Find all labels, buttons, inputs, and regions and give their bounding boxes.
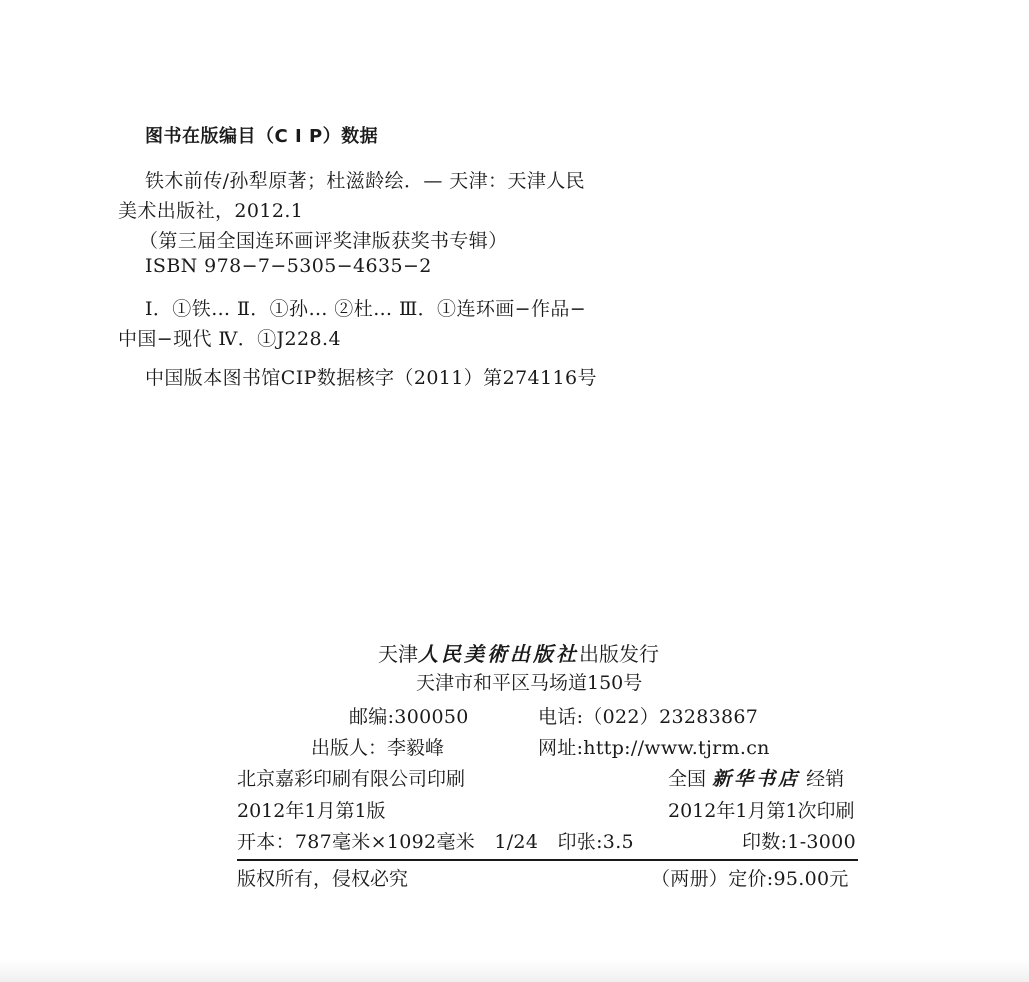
phone: 电话:（022）23283867 — [538, 706, 759, 728]
cip-line-title: 铁木前传/孙犁原著；杜滋龄绘．— 天津：天津人民 — [145, 170, 586, 192]
distributor-prefix: 全国 — [668, 768, 707, 790]
copyright-notice: 版权所有，侵权必究 — [237, 868, 409, 890]
distributor — [668, 764, 844, 791]
distributor-logo: 新华书店 — [712, 768, 801, 790]
divider-rule — [237, 859, 858, 861]
printer: 北京嘉彩印刷有限公司印刷 — [237, 768, 466, 790]
cip-heading: 图书在版编目（C I P）数据 — [145, 126, 379, 147]
publisher-prefix: 天津 — [378, 642, 418, 666]
publisher-line — [378, 638, 659, 667]
distributor-suffix: 经销 — [806, 768, 845, 790]
printing: 2012年1月第1次印刷 — [668, 800, 855, 822]
postcode: 邮编:300050 — [349, 706, 469, 728]
cip-line-publisher: 美术出版社，2012.1 — [118, 200, 304, 222]
cip-line-series: （第三届全国连环画评奖津版获奖书专辑） — [139, 230, 508, 252]
price: （两册）定价:95.00元 — [651, 868, 849, 890]
edition: 2012年1月第1版 — [237, 800, 386, 822]
book-format: 开本：787毫米×1092毫米 1/24 印张:3.5 — [237, 831, 634, 853]
cip-line-isbn: ISBN 978−7−5305−4635−2 — [145, 255, 432, 277]
publisher-person: 出版人：李毅峰 — [311, 737, 445, 759]
cip-line-classification: Ⅰ．①铁… Ⅱ．①孙… ②杜… Ⅲ．①连环画−作品− — [145, 298, 587, 320]
website: 网址:http://www.tjrm.cn — [538, 737, 770, 759]
publisher-logo: 人民美術出版社 — [418, 642, 579, 666]
cip-line-cip-number: 中国版本图书馆CIP数据核字（2011）第274116号 — [145, 367, 597, 389]
print-run: 印数:1-3000 — [742, 831, 856, 853]
publisher-suffix: 出版发行 — [579, 642, 659, 666]
cip-line-classification-cont: 中国−现代 Ⅳ．①J228.4 — [118, 328, 341, 350]
publisher-address: 天津市和平区马场道150号 — [416, 672, 643, 694]
page-edge-shadow — [0, 960, 1029, 982]
